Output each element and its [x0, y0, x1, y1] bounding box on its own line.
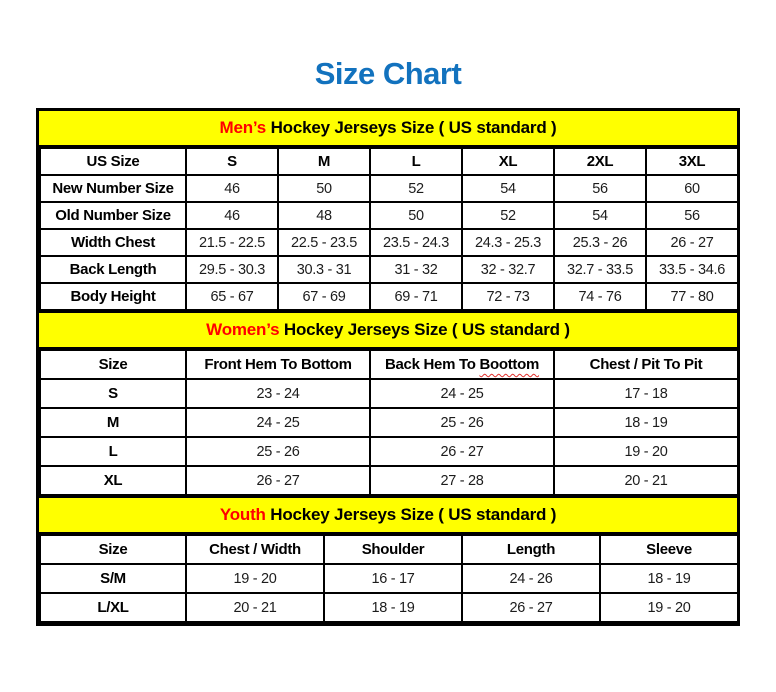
column-header — [40, 535, 186, 564]
value-cell: 25 - 26 — [186, 437, 370, 466]
value-cell: 20 - 21 — [186, 593, 324, 622]
value-cell: 19 - 20 — [186, 564, 324, 593]
value-cell: 72 - 73 — [462, 283, 554, 310]
youth-size-table — [39, 534, 739, 623]
value-cell: 24 - 25 — [370, 379, 554, 408]
value-cell: 32 - 32.7 — [462, 256, 554, 283]
value-cell: 27 - 28 — [370, 466, 554, 495]
column-header — [186, 148, 278, 175]
value-cell: 52 — [462, 202, 554, 229]
column-header-label: Length — [506, 541, 556, 558]
table-row — [40, 408, 738, 437]
column-header-label: Shoulder — [361, 541, 425, 558]
value-cell: 24.3 - 25.3 — [462, 229, 554, 256]
value-cell: 26 - 27 — [186, 466, 370, 495]
value-cell: 46 — [186, 175, 278, 202]
column-header-label: Chest / Width — [209, 541, 301, 558]
row-label: S/M — [40, 564, 186, 593]
size-chart-block — [36, 108, 740, 626]
table-row — [40, 379, 738, 408]
value-cell: 23.5 - 24.3 — [370, 229, 462, 256]
column-header — [40, 148, 186, 175]
column-header-label: Size — [98, 356, 128, 373]
value-cell: 32.7 - 33.5 — [554, 256, 646, 283]
column-header — [554, 148, 646, 175]
column-header-label: Chest / Pit To Pit — [589, 356, 703, 373]
column-header — [40, 350, 186, 379]
heading-accent: Women’s — [206, 320, 280, 339]
column-header-label: XL — [498, 153, 518, 170]
column-header — [370, 148, 462, 175]
column-header — [186, 535, 324, 564]
value-cell: 48 — [278, 202, 370, 229]
row-label: Width Chest — [40, 229, 186, 256]
header-row — [40, 535, 738, 564]
column-header-label: 2XL — [586, 153, 614, 170]
value-cell: 29.5 - 30.3 — [186, 256, 278, 283]
column-header-label: M — [317, 153, 331, 170]
table-row — [40, 256, 738, 283]
value-cell: 69 - 71 — [370, 283, 462, 310]
row-label: Back Length — [40, 256, 186, 283]
heading-rest: Hockey Jerseys Size ( US standard ) — [266, 118, 557, 137]
value-cell: 54 — [554, 202, 646, 229]
column-header-label: L — [411, 153, 421, 170]
value-cell: 65 - 67 — [186, 283, 278, 310]
value-cell: 50 — [278, 175, 370, 202]
column-header — [186, 350, 370, 379]
value-cell: 18 - 19 — [600, 564, 738, 593]
value-cell: 18 - 19 — [554, 408, 738, 437]
section-heading-mens — [39, 111, 737, 147]
heading-rest: Hockey Jerseys Size ( US standard ) — [265, 505, 557, 524]
value-cell: 56 — [646, 202, 738, 229]
value-cell: 52 — [370, 175, 462, 202]
value-cell: 50 — [370, 202, 462, 229]
value-cell: 22.5 - 23.5 — [278, 229, 370, 256]
value-cell: 21.5 - 22.5 — [186, 229, 278, 256]
column-header — [600, 535, 738, 564]
column-header — [324, 535, 462, 564]
table-row — [40, 229, 738, 256]
table-row — [40, 466, 738, 495]
column-header — [370, 350, 554, 379]
table-row — [40, 202, 738, 229]
value-cell: 25.3 - 26 — [554, 229, 646, 256]
value-cell: 19 - 20 — [600, 593, 738, 622]
table-row — [40, 437, 738, 466]
section-heading-youth — [39, 496, 737, 534]
value-cell: 20 - 21 — [554, 466, 738, 495]
value-cell: 33.5 - 34.6 — [646, 256, 738, 283]
row-label: Old Number Size — [40, 202, 186, 229]
column-header-label: 3XL — [678, 153, 706, 170]
column-header — [646, 148, 738, 175]
value-cell: 56 — [554, 175, 646, 202]
table-row — [40, 564, 738, 593]
value-cell: 18 - 19 — [324, 593, 462, 622]
column-header-label: Sleeve — [646, 541, 692, 558]
column-header-label: Size — [98, 541, 128, 558]
misspelled-word: Boottom — [479, 356, 540, 373]
column-header-label: Front Hem To Bottom — [204, 356, 352, 373]
row-label: L — [40, 437, 186, 466]
header-row — [40, 148, 738, 175]
value-cell: 24 - 25 — [186, 408, 370, 437]
value-cell: 77 - 80 — [646, 283, 738, 310]
value-cell: 60 — [646, 175, 738, 202]
value-cell: 24 - 26 — [462, 564, 600, 593]
heading-rest: Hockey Jerseys Size ( US standard ) — [279, 320, 570, 339]
row-label: New Number Size — [40, 175, 186, 202]
womens-size-table — [39, 349, 739, 496]
column-header-label: S — [227, 153, 237, 170]
column-header-label: Back Hem To — [384, 356, 480, 373]
row-label: L/XL — [40, 593, 186, 622]
page-title: Size Chart — [314, 56, 462, 91]
value-cell: 23 - 24 — [186, 379, 370, 408]
row-label: XL — [40, 466, 186, 495]
row-label: M — [40, 408, 186, 437]
row-label: S — [40, 379, 186, 408]
mens-size-table — [39, 147, 739, 311]
column-header — [278, 148, 370, 175]
value-cell: 25 - 26 — [370, 408, 554, 437]
heading-accent: Men’s — [219, 118, 267, 137]
value-cell: 26 - 27 — [370, 437, 554, 466]
table-row — [40, 283, 738, 310]
column-header — [554, 350, 738, 379]
value-cell: 67 - 69 — [278, 283, 370, 310]
column-header — [462, 535, 600, 564]
section-heading-womens — [39, 311, 737, 349]
row-label: Body Height — [40, 283, 186, 310]
value-cell: 31 - 32 — [370, 256, 462, 283]
value-cell: 17 - 18 — [554, 379, 738, 408]
value-cell: 54 — [462, 175, 554, 202]
value-cell: 16 - 17 — [324, 564, 462, 593]
heading-accent: Youth — [219, 505, 266, 524]
value-cell: 26 - 27 — [462, 593, 600, 622]
value-cell: 46 — [186, 202, 278, 229]
table-row — [40, 593, 738, 622]
header-row — [40, 350, 738, 379]
table-row — [40, 175, 738, 202]
value-cell: 74 - 76 — [554, 283, 646, 310]
column-header — [462, 148, 554, 175]
value-cell: 30.3 - 31 — [278, 256, 370, 283]
value-cell: 19 - 20 — [554, 437, 738, 466]
value-cell: 26 - 27 — [646, 229, 738, 256]
column-header-label: US Size — [86, 153, 140, 170]
